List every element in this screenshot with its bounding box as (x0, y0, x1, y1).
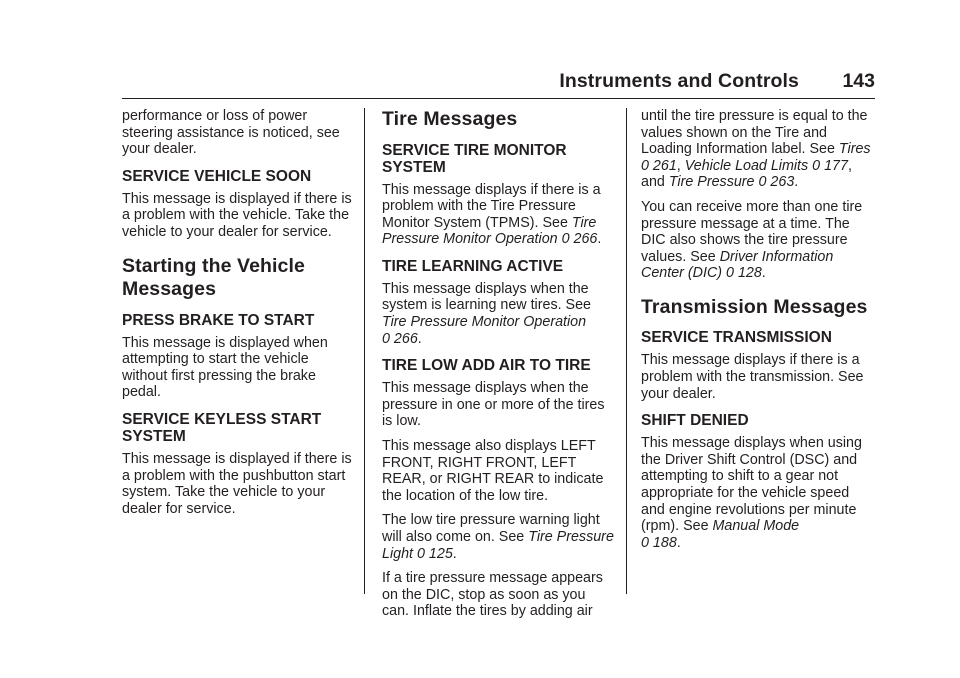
paragraph-tire-low-3: The low tire pressure warning light will also come on. See Tire Pressure Light 0 125. (382, 512, 614, 562)
page-reference[interactable]: 0 263 (758, 174, 795, 191)
paragraph-text: This message displays when using the Driver Shift Control (DSC) and attempting to shift to a gear not appropriate for the vehicle speed and engine revolutions per minute (rpm). See (641, 435, 862, 535)
page-reference[interactable]: 0 128 (726, 265, 762, 282)
paragraph-service-keyless-start: This message is displayed if there is a problem with the pushbutton start system. Take the vehicle to your dealer for service. (122, 450, 352, 517)
column-divider-left (364, 108, 365, 594)
heading-press-brake-to-start: PRESS BRAKE TO START (122, 311, 315, 329)
heading-transmission-messages: Transmission Messages (641, 295, 868, 318)
page-number: 143 (842, 70, 875, 92)
paragraph-service-tire-monitor: This message displays if there is a problem with the Tire Pressure Monitor System (TPMS). See Tire Pressure Monitor Operation 0 266. (382, 181, 602, 248)
paragraph-service-vehicle-soon: This message is displayed if there is a problem with the vehicle. Take the vehicle to your dealer for service. (122, 190, 352, 240)
paragraph-tire-low-4: If a tire pressure message appears on the DIC, stop as soon as you can. Inflate the tires by adding air (382, 570, 603, 620)
column-1 (122, 108, 354, 525)
paragraph-press-brake-to-start: This message is displayed when attempting to start the vehicle without first pressing the brake pedal. (122, 334, 328, 401)
column-3 (641, 108, 873, 559)
paragraph-text: The low tire pressure warning light will also come on. See (382, 512, 600, 545)
paragraph-tire-low-1: This message displays when the pressure in one or more of the tires is low. (382, 380, 605, 430)
cross-reference-link[interactable]: Manual Mode (712, 518, 800, 535)
page-reference[interactable]: 0 188 (641, 534, 677, 551)
paragraph-multiple-messages: You can receive more than one tire pressure message at a time. The DIC also shows the tire pressure values. See Driver Information Center (DIC) 0 128. (641, 198, 863, 282)
heading-service-keyless-start: SERVICE KEYLESS START SYSTEM (122, 410, 322, 445)
paragraph-shift-denied: This message displays when using the Driver Shift Control (DSC) and attempting to shift to a gear not appropriate for the vehicle speed and engine revolutions per minute (rpm). See Manual Mode 0 188. (641, 435, 862, 551)
paragraph-power-steering: performance or loss of power steering assistance is noticed, see your dealer. (122, 108, 340, 158)
heading-tire-low-add-air: TIRE LOW ADD AIR TO TIRE (382, 357, 591, 375)
cross-reference-link[interactable]: Tire Pressure Monitor Operation (382, 214, 597, 248)
page-reference[interactable]: 0 177 (812, 157, 848, 174)
column-divider-right (626, 108, 627, 594)
page-header (122, 70, 875, 99)
page-reference[interactable]: 0 261 (641, 157, 677, 174)
cross-reference-link[interactable]: Driver Information Center (DIC) (641, 248, 834, 282)
cross-reference-link[interactable]: Tire Pressure Light (382, 529, 614, 562)
heading-service-tire-monitor: SERVICE TIRE MONITOR SYSTEM (382, 141, 567, 176)
paragraph-text: This message displays if there is a problem with the Tire Pressure Monitor System (TPMS). See (382, 181, 601, 231)
heading-tire-messages: Tire Messages (382, 108, 518, 130)
paragraph-tire-learning-active: This message displays when the system is learning new tires. See Tire Pressure Monitor Operation 0 266. (382, 280, 591, 347)
cross-reference-link[interactable]: Tires (838, 141, 871, 158)
paragraph-text: You can receive more than one tire pressure message at a time. The DIC also shows the tire pressure values. See (641, 198, 863, 265)
paragraph-service-transmission: This message displays if there is a problem with the transmission. See your dealer. (641, 352, 864, 402)
paragraph-tire-low-2: This message also displays LEFT FRONT, RIGHT FRONT, LEFT REAR, or RIGHT REAR to indicate the location of the low tire. (382, 438, 604, 504)
heading-service-transmission: SERVICE TRANSMISSION (641, 329, 832, 347)
paragraph-text: and (641, 174, 669, 191)
paragraph-text: This message displays when the system is learning new tires. See (382, 280, 591, 314)
heading-service-vehicle-soon: SERVICE VEHICLE SOON (122, 167, 312, 185)
column-2 (382, 108, 614, 628)
cross-reference-link[interactable]: Vehicle Load Limits (684, 157, 809, 174)
paragraph-text: until the tire pressure is equal to the values shown on the Tire and Loading Information label. See (641, 108, 868, 158)
heading-tire-learning-active: TIRE LEARNING ACTIVE (382, 257, 564, 275)
page-reference[interactable]: 0 125 (417, 545, 453, 562)
cross-reference-link[interactable]: Tire Pressure (668, 174, 755, 191)
page-reference[interactable]: 0 266 (561, 231, 598, 248)
section-title: Instruments and Controls (559, 70, 799, 92)
heading-starting-vehicle-messages: Starting the Vehicle Messages (122, 254, 305, 301)
page-reference[interactable]: 0 266 (382, 330, 418, 347)
cross-reference-link[interactable]: Tire Pressure Monitor Operation (382, 314, 587, 331)
heading-shift-denied: SHIFT DENIED (641, 412, 749, 430)
paragraph-tire-pressure-equal: until the tire pressure is equal to the values shown on the Tire and Loading Information label. See Tires 0 261, Vehicle Load Limits 0 177, and Tire Pressure 0 263. (641, 108, 871, 191)
